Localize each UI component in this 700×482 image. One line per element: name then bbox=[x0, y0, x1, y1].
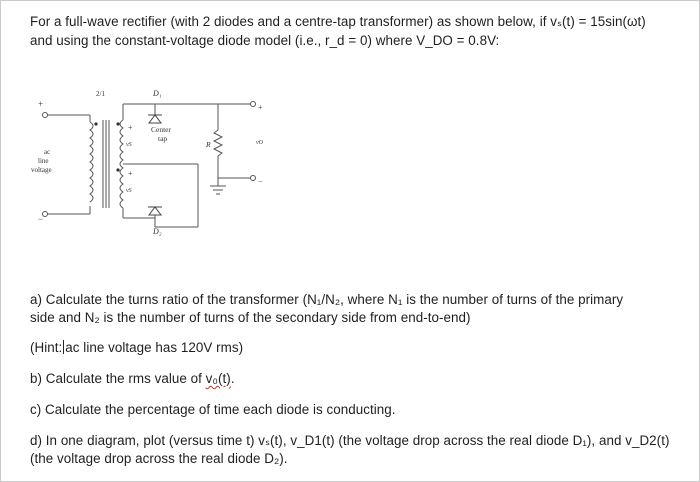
rectifier-circuit-diagram bbox=[28, 82, 278, 242]
voltage-label: voltage bbox=[31, 166, 52, 174]
question-b-prefix: b) Calculate the rms value of bbox=[30, 371, 206, 386]
hint-prefix: (Hint: bbox=[30, 340, 63, 355]
question-d-line-2: (the voltage drop across the real diode D₂). bbox=[30, 451, 288, 466]
svg-text:+: + bbox=[38, 99, 44, 109]
d1-label: D₁ bbox=[153, 89, 162, 98]
svg-text:+: + bbox=[128, 123, 133, 132]
center-tap-label: Center bbox=[151, 125, 171, 134]
question-b-variable: v₀(t) bbox=[205, 371, 231, 386]
svg-text:−: − bbox=[38, 214, 44, 224]
line-label: line bbox=[38, 157, 49, 165]
d2-label: D₂ bbox=[153, 227, 162, 236]
svg-text:+: + bbox=[128, 169, 133, 178]
svg-text:+: + bbox=[258, 103, 263, 112]
question-c: c) Calculate the percentage of time each diode is conducting. bbox=[30, 402, 396, 417]
turns-label: 2/1 bbox=[96, 90, 105, 98]
question-b-suffix: . bbox=[230, 371, 235, 386]
tap-label: tap bbox=[158, 134, 168, 143]
svg-text:−: − bbox=[258, 177, 263, 186]
ac-label: ac bbox=[44, 148, 51, 156]
vs-bottom-label: vS bbox=[126, 188, 132, 194]
question-a-line-2: side and N₂ is the number of turns of the secondary side from end-to-end) bbox=[30, 310, 471, 325]
vo-label: vO bbox=[256, 140, 263, 146]
question-a-line-1: a) Calculate the turns ratio of the transformer (N₁/N₂, where N₁ is the number of turns of the primary bbox=[30, 292, 624, 307]
problem-line-2: and using the constant-voltage diode model (i.e., r_d = 0) where V_DO = 0.8V: bbox=[30, 33, 500, 48]
question-b bbox=[30, 371, 235, 386]
vs-top-label: vS bbox=[126, 142, 132, 148]
hint-text: ac line voltage has 120V rms) bbox=[65, 340, 244, 355]
resistor-label: R bbox=[206, 140, 211, 149]
question-d-line-1: d) In one diagram, plot (versus time t) vₛ(t), v_D1(t) (the voltage drop across the real diode D₁), and v_D2(t) bbox=[30, 433, 670, 448]
hint-line bbox=[30, 340, 243, 355]
problem-line-1: For a full-wave rectifier (with 2 diodes and a centre-tap transformer) as shown below, if vₛ(t) = 15sin(ωt) bbox=[30, 14, 646, 29]
